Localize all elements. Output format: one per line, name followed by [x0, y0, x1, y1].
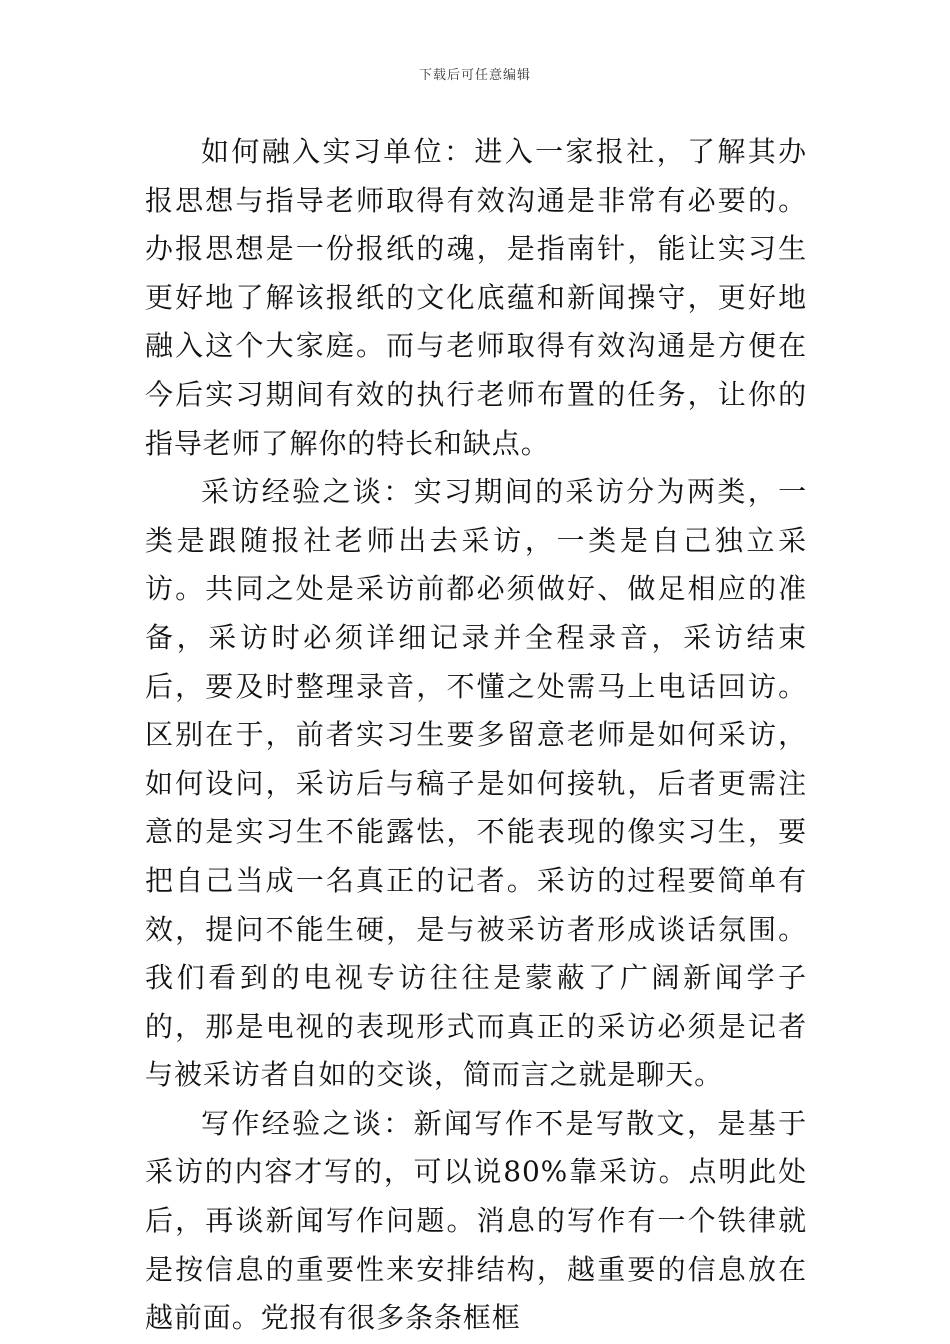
paragraph-interview-experience: 采访经验之谈：实习期间的采访分为两类，一类是跟随报社老师出去采访，一类是自己独立采访。共同之处是采访前都必须做好、做足相应的准备，采访时必须详细记录并全程录音，采访结束后，要及时整理录音，不懂之处需马上电话回访。区别在于，前者实习生要多留意老师是如何采访，如何设问，采访后与稿子是如何接轨，后者更需注意的是实习生不能露怯，不能表现的像实习生，要把自己当成一名真正的记者。采访的过程要简单有效，提问不能生硬，是与被采访者形成谈话氛围。我们看到的电视专访往往是蒙蔽了广阔新闻学子的，那是电视的表现形式而真正的采访必须是记者与被采访者自如的交谈，简而言之就是聊天。	[145, 475, 807, 1092]
paragraph-integration: 如何融入实习单位：进入一家报社，了解其办报思想与指导老师取得有效沟通是非常有必要的。办报思想是一份报纸的魂，是指南针，能让实习生更好地了解该报纸的文化底蕴和新闻操守，更好地融入这个大家庭。而与老师取得有效沟通是方便在今后实习期间有效的执行老师布置的任务，让你的指导老师了解你的特长和缺点。	[145, 135, 807, 460]
page-header: 下载后可任意编辑	[418, 68, 531, 83]
paragraph-writing-experience: 写作经验之谈：新闻写作不是写散文，是基于采访的内容才写的，可以说80%靠采访。点明此处后，再谈新闻写作问题。消息的写作有一个铁律就是按信息的重要性来安排结构，越重要的信息放在越前面。党报有很多条条框框	[145, 1106, 807, 1335]
document-body	[145, 128, 807, 1343]
